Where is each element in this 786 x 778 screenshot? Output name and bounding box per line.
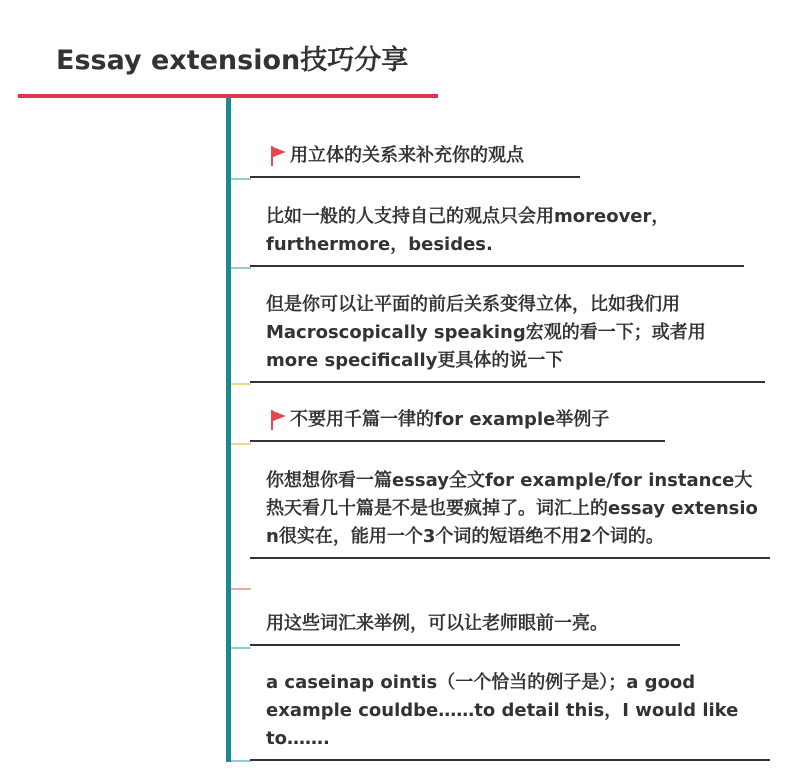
branch-connector (231, 267, 251, 269)
node-underline (250, 265, 744, 267)
node-underline (250, 759, 770, 761)
mindmap-node[interactable] (250, 669, 770, 761)
node-underline (250, 557, 770, 559)
branch-connector (231, 178, 251, 180)
flag-icon (270, 410, 286, 430)
mindmap-node[interactable] (250, 203, 744, 267)
node-underline (250, 440, 665, 442)
node-underline (250, 644, 680, 646)
branch-connector (231, 760, 251, 762)
mindmap-node[interactable] (250, 291, 765, 383)
node-label: 你想想你看一篇essay全文for example/for instance大热天看几十篇是不是也要疯掉了。词汇上的essay extensio n很实在，能用一个3个词的短语绝不用2个词的。 (266, 470, 758, 547)
branch-connector (231, 383, 251, 385)
node-underline (250, 176, 580, 178)
node-label: 比如一般的人支持自己的观点只会用moreover，furthermore，besides. (266, 206, 670, 255)
flag-icon (270, 146, 286, 166)
mindmap-node[interactable] (250, 610, 680, 646)
node-underline (250, 381, 765, 383)
page-title: Essay extension技巧分享 (56, 45, 409, 76)
branch-connector (231, 443, 251, 445)
mindmap-node[interactable] (250, 406, 665, 442)
node-label: 用这些词汇来举例，可以让老师眼前一亮。 (266, 613, 608, 634)
branch-connector (231, 647, 251, 649)
branch-connector (231, 588, 251, 590)
node-label: 但是你可以让平面的前后关系变得立体，比如我们用Macroscopically speaking宏观的看一下；或者用more specifically更具体的说一下 (266, 294, 706, 371)
mindmap-node[interactable] (250, 467, 770, 559)
node-label: 用立体的关系来补充你的观点 (290, 145, 524, 166)
mindmap-trunk (226, 98, 231, 762)
node-label: a caseinap ointis（一个恰当的例子是）；a good example couldbe……to detail this，I would like to……. (266, 672, 739, 749)
node-label: 不要用千篇一律的for example举例子 (290, 409, 610, 430)
mindmap-node[interactable] (250, 142, 580, 178)
